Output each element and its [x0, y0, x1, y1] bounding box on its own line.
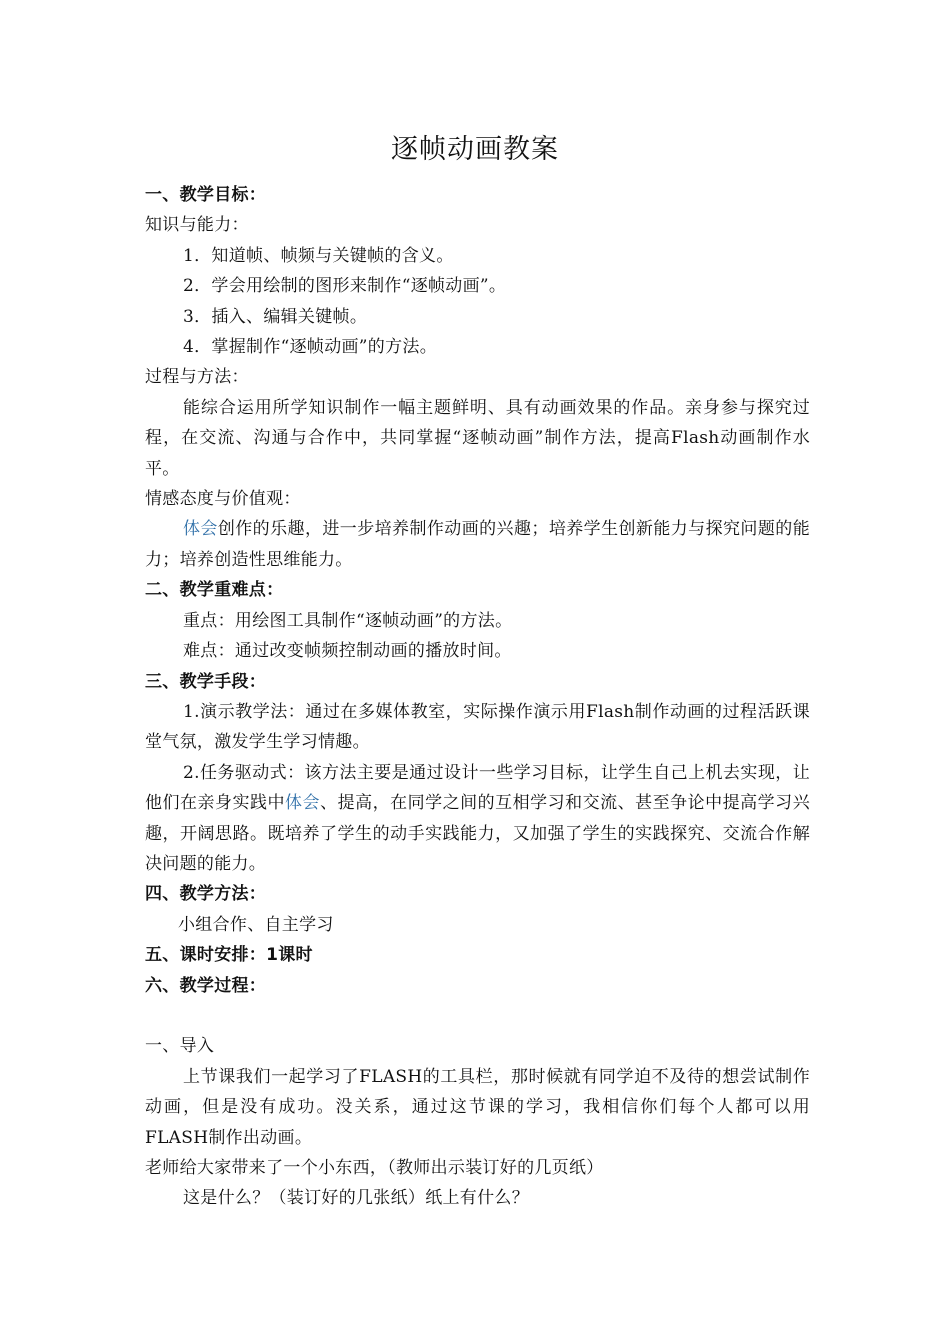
methods-text: 小组合作、自主学习 [178, 914, 334, 935]
document-body [145, 180, 810, 1214]
section-heading-schedule: 五、课时安排：1课时 [145, 945, 313, 966]
difficult-point: 难点：通过改变帧频控制动画的播放时间。 [183, 641, 512, 662]
process-label: 过程与方法： [145, 367, 249, 388]
key-point: 重点：用绘图工具制作“逐帧动画”的方法。 [183, 610, 513, 631]
knowledge-item-1: 1．知道帧、帧频与关键帧的含义。 [183, 245, 454, 266]
means-item-2 [145, 758, 810, 880]
emotion-text-rest: 创作的乐趣，进一步培养制作动画的兴趣；培养学生创新能力与探究问题的能力；培养创造性思维能力。 [145, 519, 810, 570]
knowledge-label: 知识与能力： [145, 215, 249, 236]
document-title: 逐帧动画教案 [391, 134, 559, 165]
knowledge-item-3: 3．插入、编辑关键帧。 [183, 306, 368, 327]
means-item-2-after: 、提高，在同学之间的互相学习和交流、甚至争论中提高学习兴趣，开阔思路。既培养了学生的动手实践能力，又加强了学生的实践探究、交流合作解决问题的能力。 [145, 793, 810, 874]
means-item-2-before: 2.任务驱动式：该方法主要是通过设计一些学习目标，让学生自己上机去实现，让他们在亲身实践中 [145, 762, 810, 814]
intro-paragraph-2: 老师给大家带来了一个小东西，（教师出示装订好的几页纸） [145, 1157, 604, 1178]
knowledge-item-4: 4．掌握制作“逐帧动画”的方法。 [183, 337, 437, 358]
intro-label: 一、导入 [145, 1036, 215, 1057]
intro-paragraph-3: 这是什么？（装订好的几张纸）纸上有什么？ [183, 1188, 529, 1209]
section-heading-objectives: 一、教学目标： [145, 185, 267, 205]
means-item-2-link: 体会 [285, 793, 321, 814]
intro-paragraph-1: 上节课我们一起学习了FLASH的工具栏，那时候就有同学迫不及待的想尝试制作动画，但是没有成功。没关系，通过这节课的学习，我相信你们每个人都可以用FLASH制作出动画。 [145, 1066, 810, 1148]
section-heading-process: 六、教学过程： [145, 975, 267, 996]
means-item-1: 1.演示教学法：通过在多媒体教室，实际操作演示用Flash制作动画的过程活跃课堂气氛，激发学生学习情趣。 [145, 701, 810, 753]
process-text: 能综合运用所学知识制作一幅主题鲜明、具有动画效果的作品。亲身参与探究过程，在交流、沟通与合作中，共同掌握“逐帧动画”制作方法，提高Flash动画制作水平。 [145, 397, 810, 479]
section-heading-methods: 四、教学方法： [145, 884, 267, 905]
section-heading-key-points: 二、教学重难点： [145, 580, 284, 601]
knowledge-item-2: 2．学会用绘制的图形来制作“逐帧动画”。 [183, 276, 507, 297]
emotion-link-text: 体会 [183, 519, 218, 540]
emotion-text [145, 514, 810, 575]
emotion-label: 情感态度与价值观： [145, 489, 301, 510]
blank-line [145, 1001, 810, 1031]
section-heading-means: 三、教学手段： [145, 671, 267, 692]
